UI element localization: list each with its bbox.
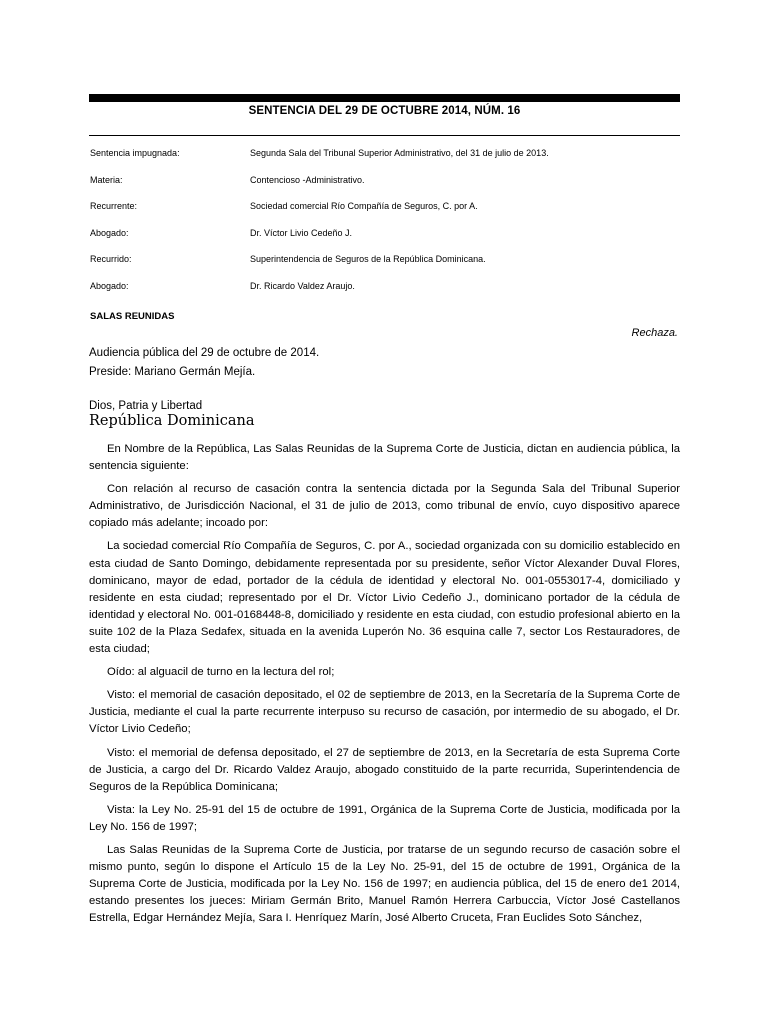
- body-paragraph: En Nombre de la República, Las Salas Reunidas de la Suprema Corte de Justicia, dictan en audiencia pública, la sentencia siguiente:: [89, 443, 680, 473]
- audiencia-line: Audiencia pública del 29 de octubre de 2014.: [89, 347, 320, 359]
- top-rule: [89, 94, 680, 102]
- meta-label: Recurrido:: [90, 254, 132, 264]
- document-title: SENTENCIA DEL 29 DE OCTUBRE 2014, NÚM. 16: [248, 105, 521, 117]
- meta-label: Materia:: [90, 175, 123, 185]
- body-paragraph: Con relación al recurso de casación contra la sentencia dictada por la Segunda Sala del Tribunal Superior Administrativo, de Jurisdicción Nacional, el 31 de julio de 2013, como tribunal de envío, cuyo dispositivo aparece copiado más adelante; incoado por:: [89, 483, 680, 530]
- meta-label: Recurrente:: [90, 201, 138, 211]
- meta-row-abogado-recurrido: [90, 281, 680, 293]
- section-heading: SALAS REUNIDAS: [90, 311, 175, 322]
- meta-row-materia: [90, 175, 680, 187]
- meta-label: Sentencia impugnada:: [90, 148, 180, 158]
- body-paragraph: Oído: al alguacil de turno en la lectura del rol;: [107, 666, 335, 679]
- body-paragraph: Visto: el memorial de defensa depositado, el 27 de septiembre de 2013, en la Secretaría de esta Suprema Corte de Justicia, a cargo del Dr. Ricardo Valdez Araujo, abogado constituido de la parte recurrida, Superintendencia de Seguros de la República Dominicana;: [89, 746, 680, 793]
- preside-line: Preside: Mariano Germán Mejía.: [89, 366, 256, 378]
- meta-row-recurrente: [90, 201, 680, 213]
- body-paragraph: Vista: la Ley No. 25-91 del 15 de octubre de 1991, Orgánica de la Suprema Corte de Justicia, modificada por la Ley No. 156 de 1997;: [89, 803, 680, 833]
- body-paragraph: Visto: el memorial de casación depositado, el 02 de septiembre de 2013, en la Secretaría de la Suprema Corte de Justicia, mediante el cual la parte recurrente interpuso su recurso de casación, por intermedio de su abogado, el Dr. Víctor Livio Cedeño;: [89, 689, 680, 736]
- title-divider: [89, 135, 680, 136]
- meta-row-abogado-recurrente: [90, 228, 680, 240]
- meta-value: Segunda Sala del Tribunal Superior Administrativo, del 31 de julio de 2013.: [250, 148, 549, 158]
- meta-row-sentencia: [90, 148, 680, 160]
- motto: Dios, Patria y Libertad: [89, 400, 203, 412]
- meta-value: Dr. Ricardo Valdez Araujo.: [250, 281, 355, 291]
- meta-label: Abogado:: [90, 281, 129, 291]
- meta-label: Abogado:: [90, 228, 129, 238]
- meta-row-recurrido: [90, 254, 680, 266]
- body-paragraph: Las Salas Reunidas de la Suprema Corte de Justicia, por tratarse de un segundo recurso de casación sobre el mismo punto, según lo dispone el Artículo 15 de la Ley No. 25-91, del 15 de octubre de 1991, Orgánica de la Suprema Corte de Justicia, modificada por la Ley No. 156 de 1997; en audiencia pública, del 15 de enero de1 2014, estando presentes los jueces: Miriam Germán Brito, Manuel Ramón Herrera Carbuccia, Víctor José Castellanos Estrella, Edgar Hernández Mejía, Sara I. Henríquez Marín, José Alberto Cruceta, Fran Euclides Soto Sánchez,: [89, 843, 680, 925]
- republica-heading: República Dominicana: [89, 413, 255, 429]
- meta-value: Dr. Víctor Livio Cedeño J.: [250, 228, 353, 238]
- meta-value: Contencioso -Administrativo.: [250, 175, 365, 185]
- ruling-result: Rechaza.: [631, 327, 678, 339]
- meta-value: Superintendencia de Seguros de la República Dominicana.: [250, 254, 486, 264]
- meta-value: Sociedad comercial Río Compañía de Seguros, C. por A.: [250, 201, 478, 211]
- sentence-body: [89, 441, 680, 933]
- body-paragraph: La sociedad comercial Río Compañía de Seguros, C. por A., sociedad organizada con su domicilio establecido en esta ciudad de Santo Domingo, debidamente representada por su presidente, señor Víctor Alexander Duval Flores, dominicano, mayor de edad, portador de la cédula de identidad y electoral No. 001-0553017-4, domiciliado y residente en esta ciudad; representado por el Dr. Víctor Livio Cedeño J., dominicano portador de la cédula de identidad y electoral No. 001-0168448-8, domiciliado y residente en esta ciudad, con estudio profesional abierto en la suite 102 de la Plaza Sedafex, situada en la avenida Luperón No. 36 esquina calle 7, sector Los Restauradores, de esta ciudad;: [89, 540, 680, 656]
